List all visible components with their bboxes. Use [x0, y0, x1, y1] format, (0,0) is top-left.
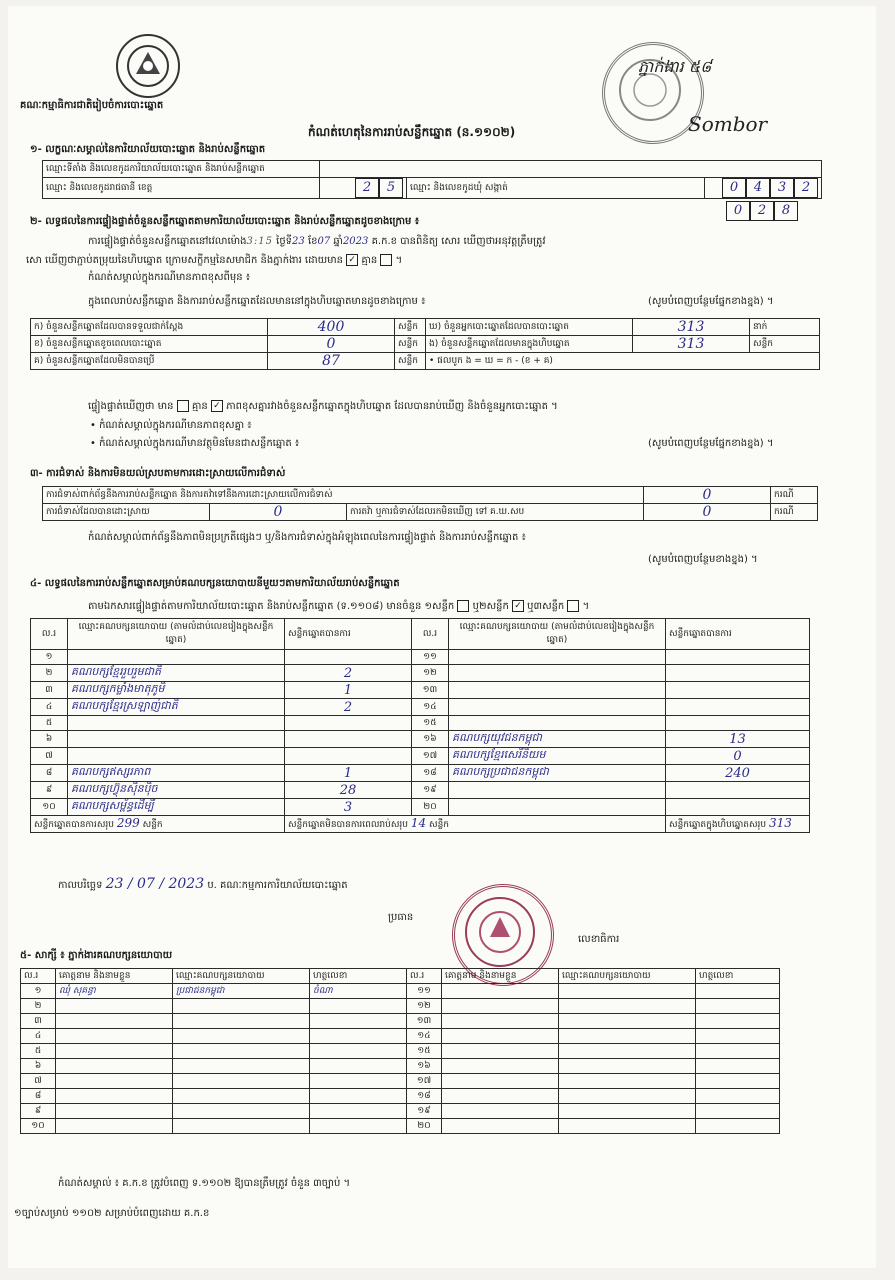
total-box-label: សន្លឹកឆ្នោតក្នុងហិបឆ្នោតសរុប [669, 820, 767, 830]
sheet-1-checkbox[interactable] [457, 600, 469, 612]
party-votes [666, 716, 810, 731]
table-row [21, 1029, 780, 1044]
table-row: ការជំទាស់ពាក់ព័ន្ធនឹងការរាប់សន្លឹកឆ្នោត និងការតវ៉ាទៅនឹងការដោះស្រាយលើការជំទាស់ 0 ករណី [43, 487, 818, 504]
table-row [21, 1089, 780, 1104]
party-votes [285, 748, 412, 765]
org-name: គណៈកម្មាធិការជាតិរៀបចំការបោះឆ្នោត [20, 100, 164, 111]
row-no: ១៤ [407, 1029, 442, 1044]
footnote: កំណត់សម្គាល់ ៖ គ.ក.ខ ត្រូវបំពេញ ទ.១១០២ ឱ្យបានត្រឹមត្រូវ ចំនួន ៣ច្បាប់ ។ [58, 1178, 351, 1189]
witness-name [56, 1119, 173, 1134]
party-votes [666, 682, 810, 699]
witness-signature [310, 1014, 407, 1029]
table-row: ក) ចំនួនសន្លឹកឆ្នោតដែលបានទទួលជាក់ស្តែង 400 សន្លឹក ឃ) ចំនួនអ្នកបោះឆ្នោតដែលបានបោះឆ្នោត 313 នាក់ [31, 319, 820, 336]
total-valid-label: សន្លឹកឆ្នោតបានការសរុប [34, 820, 114, 830]
row-no: ១ [21, 984, 56, 999]
row-no: ១៥ [412, 716, 449, 731]
sheet-3-checkbox[interactable] [567, 600, 579, 612]
row-no: ៧ [21, 1074, 56, 1089]
signature-note: Sombor [688, 112, 768, 136]
witness-party [173, 999, 310, 1014]
table-row [31, 682, 810, 699]
station-code-digit: 2 [750, 201, 774, 221]
witness-signature [310, 1029, 407, 1044]
row-no: ១៣ [407, 1014, 442, 1029]
row-no: ១ [31, 650, 68, 665]
witness-name [56, 1059, 173, 1074]
bullet-diff: • កំណត់សម្គាល់ក្នុងករណីមានភាពខុសគ្នា ៖ [90, 420, 252, 431]
party-name [449, 699, 666, 716]
witness-party [173, 1119, 310, 1134]
date-value: 23 / 07 / 2023 [105, 876, 205, 892]
section-3-heading: ៣- ការជំទាស់ និងការមិនយល់ស្របតាមការដោះស្រាយលើការជំទាស់ [30, 468, 286, 479]
yes-checkbox[interactable]: ✓ [346, 254, 358, 266]
col-no: ល.រ [407, 969, 442, 984]
party-votes [666, 782, 810, 799]
row-no: ១២ [407, 999, 442, 1014]
col-no: ល.រ [21, 969, 56, 984]
col-votes: សន្លឹកឆ្នោតបានការ [285, 619, 412, 650]
party-votes: 3 [285, 799, 412, 816]
forwarded-value: 0 [644, 504, 771, 521]
party-name: គណបក្សយុវជនកម្ពុជា [449, 731, 666, 748]
party-votes [666, 665, 810, 682]
row-no: ១១ [407, 984, 442, 999]
month-value: 07 [317, 236, 331, 247]
diff-no-checkbox[interactable]: ✓ [211, 400, 223, 412]
witness-party: ប្រជាជនកម្ពុជា [173, 984, 310, 999]
sheet-2-checkbox[interactable]: ✓ [512, 600, 524, 612]
fill-note: (សូមបំពេញបន្ថែមផ្នែកខាងខ្នង) ។ [648, 438, 774, 449]
party-results-table: ល.រ ឈ្មោះគណបក្សនយោបាយ (តាមលំដាប់លេខរៀងក្នុងសន្លឹកឆ្នោត) សន្លឹកឆ្នោតបានការ ល.រ ឈ្មោះគណបក្សនយោបាយ (តាមលំដាប់លេខរៀងក្នុងសន្លឹកឆ្នោត) សន្លឹកឆ្នោតបានការ ១ ១១ ២ គណបក្សខ្មែររួបរួមជាតិ 2 ១២ ៣ គណបក្សកម្លាំងមាតុភូមិ 1 ១៣ ៤ គណបក្សខ្មែរស្រឡាញ់ជាតិ 2 ១៤ ៥ ១៥ ៦ ១៦ គណបក្សយុវជនកម្ពុជា 13 ៧ ១៧ គណបក្សខ្មែរសេរីនិយម 0 ៨ គណបក្សឥស្សរភាព 1 ១៨ គណបក្សប្រជាជនកម្ពុជា 240 ៩ គណបក្សហ៊្វុនស៊ិនប៉ិច 28 ១៩ ១០ គណបក្សសម្ព័ន្ធដើម្បី 3 ២០ សន្លឹកឆ្នោតបានការសរុប 299 សន្លឹក សន្លឹកឆ្នោតមិនបានការពេលរាប់សរុប 14 សន្លឹក សន្លឹកឆ្នោតក្នុងហិបឆ្នោតសរុប 313 [30, 618, 810, 833]
witness-name [56, 1029, 173, 1044]
col-name: គោត្តនាម និងនាមខ្លួន [56, 969, 173, 984]
total-valid: 299 [116, 816, 140, 830]
row-no: ៦ [21, 1059, 56, 1074]
witness-party [173, 1014, 310, 1029]
table-row: ខ) ចំនួនសន្លឹកឆ្នោតខូចពេលបោះឆ្នោត 0 សន្លឹក ង) ចំនួនសន្លឹកឆ្នោតដែលមានក្នុងហិបឆ្នោត 313 សន្លឹក [31, 336, 820, 353]
secretary-label: លេខាធិការ [578, 934, 620, 945]
col-no: ល.រ [412, 619, 449, 650]
diff-note: កំណត់សម្គាល់ក្នុងករណីមានភាពខុសពីមុន ៖ [88, 272, 251, 283]
witness-table [20, 968, 780, 1134]
party-votes: 240 [666, 765, 810, 782]
witness-party [173, 1044, 310, 1059]
table-row [31, 699, 810, 716]
unused-value: 87 [268, 353, 395, 370]
col-party: ឈ្មោះគណបក្សនយោបាយ [173, 969, 310, 984]
party-name: គណបក្សឥស្សរភាព [68, 765, 285, 782]
row-no: ៩ [31, 782, 68, 799]
table-row [31, 665, 810, 682]
witness-name: ឈុំ សុគន្ធា [56, 984, 173, 999]
row-no: ១៤ [412, 699, 449, 716]
party-name: គណបក្សប្រជាជនកម្ពុជា [449, 765, 666, 782]
table-row [31, 650, 810, 665]
col-party: ឈ្មោះគណបក្សនយោបាយ (តាមលំដាប់លេខរៀងក្នុងសន្លឹកឆ្នោត) [68, 619, 285, 650]
party-name [68, 731, 285, 748]
witness-name [56, 1014, 173, 1029]
row-no: ៦ [31, 731, 68, 748]
witness-party [173, 1089, 310, 1104]
fill-note: (សូមបំពេញបន្ថែមខាងខ្នង) ។ [648, 554, 758, 565]
party-name: គណបក្សហ៊្វុនស៊ិនប៉ិច [68, 782, 285, 799]
witness-signature [310, 1119, 407, 1134]
row-no: ១៧ [407, 1074, 442, 1089]
witness-signature [310, 1059, 407, 1074]
party-name [449, 782, 666, 799]
party-votes: 1 [285, 765, 412, 782]
row-no: ២ [21, 999, 56, 1014]
party-name [449, 682, 666, 699]
row-no: ១០ [21, 1119, 56, 1134]
table-row [21, 1059, 780, 1074]
row-no: ១៨ [407, 1089, 442, 1104]
party-votes: 28 [285, 782, 412, 799]
diff-yes-checkbox[interactable] [177, 400, 189, 412]
time-value: 3:15 [246, 236, 273, 247]
table-row: ការជំទាស់ដែលបានដោះស្រាយ 0 ការតវ៉ា ឬការជំទាស់ដែលរកមិនឃើញ ទៅ គ.ឃ.សប 0 ករណី [43, 504, 818, 521]
party-votes [666, 650, 810, 665]
commune-code-digit: 2 [794, 178, 818, 198]
date-line: កាលបរិច្ឆេទ 23 / 07 / 2023 ប. គណៈកម្មការការិយាល័យបោះឆ្នោត [58, 876, 348, 892]
col-votes: សន្លឹកឆ្នោតបានការ [666, 619, 810, 650]
col-party: ឈ្មោះគណបក្សនយោបាយ [559, 969, 696, 984]
witness-party [173, 1074, 310, 1089]
spoiled-value: 0 [268, 336, 395, 353]
row-no: ១៦ [407, 1059, 442, 1074]
box-value: 313 [633, 336, 750, 353]
sheet-count-line: តាមឯកសារផ្ទៀងផ្ទាត់តាមការិយាល័យបោះឆ្នោត និងរាប់សន្លឹកឆ្នោត (ទ.១១០៨) មានចំនួន ១សន្លឹក ឬ២សន្លឹក ✓ ឬ៣សន្លឹក ។ [88, 601, 590, 612]
row-no: ៨ [21, 1089, 56, 1104]
party-name [68, 650, 285, 665]
table-row [31, 799, 810, 816]
objection-value: 0 [644, 487, 771, 504]
row-no: ៩ [21, 1104, 56, 1119]
party-votes [285, 731, 412, 748]
table-row [31, 782, 810, 799]
row-no: ១៩ [407, 1104, 442, 1119]
col-sig: ហត្ថលេខា [696, 969, 780, 984]
resolved-value: 0 [210, 504, 347, 521]
section-5-heading: ៥- សាក្សី ៖ ភ្នាក់ងារគណបក្សនយោបាយ [20, 950, 173, 961]
irregularity-note: កំណត់សម្គាល់ពាក់ព័ន្ធនឹងភាពមិនប្រក្រតីផ្សេងៗ ឬ/និងការជំទាស់ក្នុងអំឡុងពេលនៃការផ្ទៀងផ្ទាត់ និងការរាប់សន្លឹកឆ្នោត ៖ [88, 532, 526, 543]
row-no: ៧ [31, 748, 68, 765]
province-label: ឈ្មោះ និងលេខកូដរាជធានី ខេត្ត [43, 178, 320, 199]
row-no: ៥ [21, 1044, 56, 1059]
party-votes [285, 650, 412, 665]
total-invalid: 14 [410, 816, 427, 830]
witness-party [173, 1029, 310, 1044]
party-name: គណបក្សខ្មែរសេរីនិយម [449, 748, 666, 765]
ballot-intro: ក្នុងពេលរាប់សន្លឹកឆ្នោត និងការរាប់សន្លឹកឆ្នោតដែលមាននៅក្នុងហិបឆ្នោតមានដូចខាងក្រោម ៖ [88, 296, 426, 307]
witness-signature [310, 1044, 407, 1059]
table-row [21, 1119, 780, 1134]
no-checkbox[interactable] [380, 254, 392, 266]
station-code [726, 200, 798, 221]
compare-line: ផ្ទៀងផ្ទាត់ឃើញថា មាន គ្មាន ✓ ភាពខុសគ្នារវាងចំនួនសន្លឹកឆ្នោតក្នុងហិបឆ្នោត ដែលបានរាប់ឃើញ និងចំនួនអ្នកបោះឆ្នោត ។ [88, 401, 558, 412]
party-votes [285, 716, 412, 731]
row-no: ៨ [31, 765, 68, 782]
witness-name [56, 999, 173, 1014]
witness-name [56, 1104, 173, 1119]
form-page [8, 6, 876, 1268]
row-no: ២០ [412, 799, 449, 816]
page-title: កំណត់ហេតុនៃការរាប់សន្លឹកឆ្នោត (ន.១១០២) [308, 125, 516, 139]
col-sig: ហត្ថលេខា [310, 969, 407, 984]
received-value: 400 [268, 319, 395, 336]
row-no: ៤ [31, 699, 68, 716]
row-no: ១៧ [412, 748, 449, 765]
row-no: ៤ [21, 1029, 56, 1044]
table-row: គ) ចំនួនសន្លឹកឆ្នោតដែលមិនបានប្រើ 87 សន្លឹក • ផលបូក ង = ឃ = ក - (ខ + គ) [31, 353, 820, 370]
commune-label: ឈ្មោះ និងលេខកូដឃុំ សង្កាត់ [407, 178, 705, 199]
total-box: 313 [769, 816, 792, 830]
station-code-digit: 8 [774, 201, 798, 221]
row-no: ១៥ [407, 1044, 442, 1059]
row-no: ១៦ [412, 731, 449, 748]
witness-party [173, 1059, 310, 1074]
bullet-foreign: • កំណត់សម្គាល់ក្នុងករណីមានវត្ថុមិនមែនជាសន្លឹកឆ្នោត ៖ [90, 438, 300, 449]
year-value: 2023 [342, 236, 369, 247]
table-row [21, 1104, 780, 1119]
party-name [449, 650, 666, 665]
party-name [68, 748, 285, 765]
party-name [68, 716, 285, 731]
row-no: ៣ [21, 1014, 56, 1029]
party-name [449, 716, 666, 731]
party-name: គណបក្សខ្មែរស្រឡាញ់ជាតិ [68, 699, 285, 716]
section-1-heading: ១- លក្ខណៈសម្គាល់នៃការិយាល័យបោះឆ្នោត និងរាប់សន្លឹកឆ្នោត [30, 144, 266, 155]
commune-code-digit: 3 [770, 178, 794, 198]
verification-line: ការផ្ទៀងផ្ទាត់ចំនួនសន្លឹកឆ្នោតនៅវេលាម៉ោង3:15 ថ្ងៃទី23 ខែ07 ឆ្នាំ2023 គ.ក.ខ បានពិនិត្យ សោរ ឃើញថាអនុវត្តត្រឹមត្រូវ [88, 236, 546, 247]
province-code-digit: 2 [355, 178, 379, 198]
section-1-table [42, 160, 822, 199]
handwritten-note: ភ្នាក់ងារ ៥៨ [638, 57, 712, 76]
witness-name [56, 1044, 173, 1059]
table-row [21, 999, 780, 1014]
row-no: ១៣ [412, 682, 449, 699]
ballot-count-table [30, 318, 820, 370]
col-no: ល.រ [31, 619, 68, 650]
witness-name [56, 1074, 173, 1089]
location-label: ឈ្មោះទីតាំង និងលេខកូដការិយាល័យបោះឆ្នោត និងរាប់សន្លឹកឆ្នោត [43, 161, 320, 178]
table-row [31, 748, 810, 765]
row-no: ២ [31, 665, 68, 682]
party-name [449, 799, 666, 816]
witness-party [173, 1104, 310, 1119]
section-4-heading: ៤- លទ្ធផលនៃការរាប់សន្លឹកឆ្នោតសម្រាប់គណបក្សនយោបាយនីមួយៗតាមការិយាល័យរាប់សន្លឹកឆ្នោត [30, 578, 400, 589]
party-name: គណបក្សសម្ព័ន្ធដើម្បី [68, 799, 285, 816]
party-votes: 0 [666, 748, 810, 765]
party-votes: 2 [285, 699, 412, 716]
chair-label: ប្រធាន [388, 912, 414, 923]
row-no: ២០ [407, 1119, 442, 1134]
party-name: គណបក្សខ្មែររួបរួមជាតិ [68, 665, 285, 682]
province-code-digit: 5 [379, 178, 403, 198]
witness-signature: ចំណា [310, 984, 407, 999]
commune-code-digit: 4 [746, 178, 770, 198]
total-invalid-label: សន្លឹកឆ្នោតមិនបានការពេលរាប់សរុប [288, 820, 408, 830]
party-votes: 2 [285, 665, 412, 682]
witness-signature [310, 1089, 407, 1104]
witness-signature [310, 1104, 407, 1119]
station-code-digit: 0 [726, 201, 750, 221]
witness-signature [310, 1074, 407, 1089]
seal-line: សោ ឃើញថាភ្ជាប់តម្រុយនៃហិបឆ្នោត ក្រោមសក្ខីកម្មនៃសមាជិក និងភ្នាក់ងារ ដោយមាន ✓ គ្មាន ។ [26, 255, 403, 266]
row-no: ១០ [31, 799, 68, 816]
table-row [31, 765, 810, 782]
col-name: គោត្តនាម និងនាមខ្លួន [442, 969, 559, 984]
emblem-icon [116, 34, 180, 98]
table-row [21, 1014, 780, 1029]
voters-value: 313 [633, 319, 750, 336]
party-votes [666, 799, 810, 816]
party-votes [666, 699, 810, 716]
party-name [449, 665, 666, 682]
party-name: គណបក្សកម្លាំងមាតុភូមិ [68, 682, 285, 699]
day-value: 23 [292, 236, 305, 247]
table-row [21, 1044, 780, 1059]
row-no: ៥ [31, 716, 68, 731]
witness-name [56, 1089, 173, 1104]
form-footer: ១ច្បាប់សម្រាប់ ១១០២ សម្រាប់បំពេញដោយ គ.ក.ខ [14, 1208, 210, 1219]
table-row [21, 1074, 780, 1089]
row-no: ១១ [412, 650, 449, 665]
witness-signature [310, 999, 407, 1014]
table-row [21, 984, 780, 999]
fill-note: (សូមបំពេញបន្ថែមផ្នែកខាងខ្នង) ។ [648, 296, 774, 307]
party-votes: 1 [285, 682, 412, 699]
section-2-heading: ២- លទ្ធផលនៃការផ្ទៀងផ្ទាត់ចំនួនសន្លឹកឆ្នោតតាមការិយាល័យបោះឆ្នោត និងរាប់សន្លឹកឆ្នោតដូចខាងក្រោម ៖ [30, 216, 420, 227]
row-no: ១២ [412, 665, 449, 682]
row-no: ១៩ [412, 782, 449, 799]
row-no: ១៨ [412, 765, 449, 782]
objection-table [42, 486, 818, 521]
col-party: ឈ្មោះគណបក្សនយោបាយ (តាមលំដាប់លេខរៀងក្នុងសន្លឹកឆ្នោត) [449, 619, 666, 650]
row-no: ៣ [31, 682, 68, 699]
party-votes: 13 [666, 731, 810, 748]
commune-code-digit: 0 [722, 178, 746, 198]
table-row [31, 731, 810, 748]
table-row [31, 716, 810, 731]
